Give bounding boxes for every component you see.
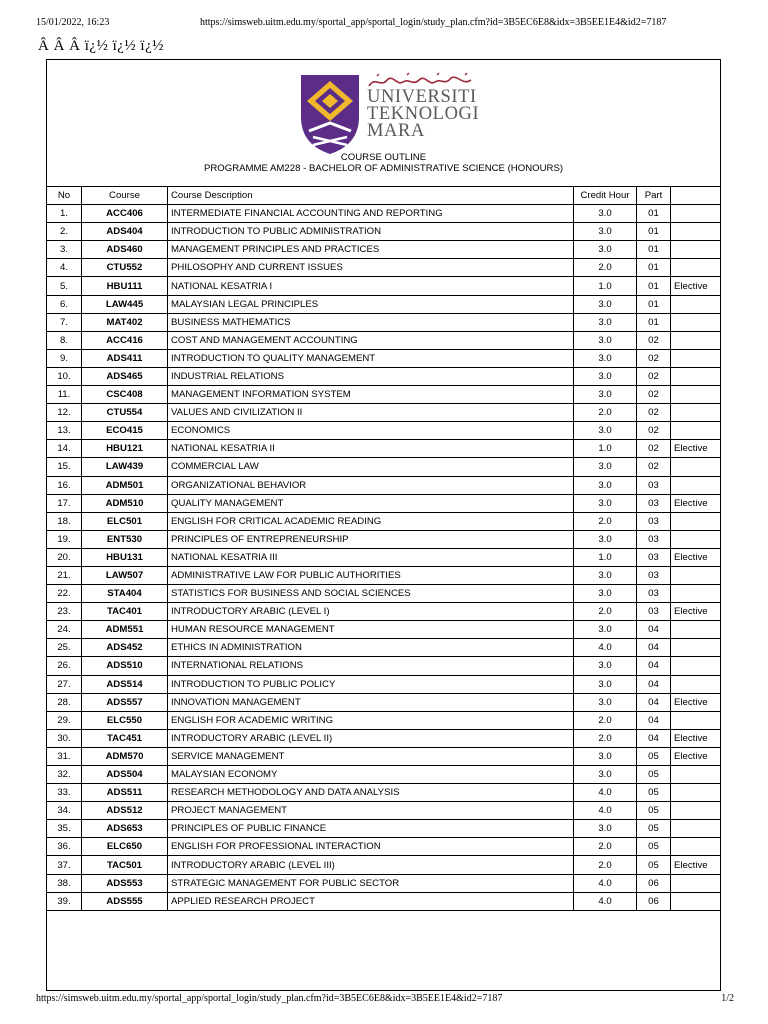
course-code: LAW445: [82, 295, 168, 313]
col-no: No: [47, 187, 82, 205]
table-row: [47, 313, 722, 331]
part-number: 02: [637, 422, 671, 440]
row-number: 2.: [47, 223, 82, 241]
course-description: VALUES AND CIVILIZATION II: [168, 404, 574, 422]
elective-note: [671, 766, 722, 784]
table-row: [47, 585, 722, 603]
course-description: PRINCIPLES OF ENTREPRENEURSHIP: [168, 530, 574, 548]
part-number: 03: [637, 566, 671, 584]
row-number: 11.: [47, 386, 82, 404]
row-number: 1.: [47, 205, 82, 223]
part-number: 04: [637, 729, 671, 747]
part-number: 01: [637, 223, 671, 241]
course-description: ENGLISH FOR CRITICAL ACADEMIC READING: [168, 512, 574, 530]
table-row: [47, 639, 722, 657]
elective-note: [671, 386, 722, 404]
row-number: 23.: [47, 603, 82, 621]
elective-note: [671, 205, 722, 223]
table-row: [47, 729, 722, 747]
elective-note: Elective: [671, 494, 722, 512]
credit-hour: 2.0: [574, 856, 637, 874]
elective-note: [671, 838, 722, 856]
row-number: 29.: [47, 711, 82, 729]
credit-hour: 2.0: [574, 259, 637, 277]
row-number: 4.: [47, 259, 82, 277]
course-code: LAW507: [82, 566, 168, 584]
course-code: MAT402: [82, 313, 168, 331]
print-datetime: 15/01/2022, 16:23: [36, 17, 110, 28]
table-row: [47, 802, 722, 820]
row-number: 31.: [47, 747, 82, 765]
course-description: INTRODUCTORY ARABIC (LEVEL III): [168, 856, 574, 874]
part-number: 02: [637, 404, 671, 422]
course-code: ELC550: [82, 711, 168, 729]
course-description: INTRODUCTORY ARABIC (LEVEL II): [168, 729, 574, 747]
row-number: 27.: [47, 675, 82, 693]
credit-hour: 3.0: [574, 295, 637, 313]
row-number: 6.: [47, 295, 82, 313]
table-row: [47, 349, 722, 367]
table-row: [47, 241, 722, 259]
col-credit-hour: Credit Hour: [574, 187, 637, 205]
course-description: ENGLISH FOR ACADEMIC WRITING: [168, 711, 574, 729]
table-row: [47, 766, 722, 784]
outline-title: COURSE OUTLINE: [340, 152, 427, 163]
table-row: [47, 621, 722, 639]
table-row: [47, 458, 722, 476]
course-description: INNOVATION MANAGEMENT: [168, 693, 574, 711]
table-row: [47, 874, 722, 892]
credit-hour: 3.0: [574, 205, 637, 223]
elective-note: [671, 802, 722, 820]
credit-hour: 3.0: [574, 747, 637, 765]
course-code: ADM501: [82, 476, 168, 494]
elective-note: [671, 512, 722, 530]
table-row: [47, 784, 722, 802]
course-code: ELC501: [82, 512, 168, 530]
row-number: 33.: [47, 784, 82, 802]
part-number: 04: [637, 693, 671, 711]
course-code: ADS510: [82, 657, 168, 675]
elective-note: Elective: [671, 747, 722, 765]
elective-note: [671, 621, 722, 639]
elective-note: [671, 657, 722, 675]
part-number: 02: [637, 440, 671, 458]
col-note: [671, 187, 722, 205]
course-code: CTU554: [82, 404, 168, 422]
part-number: 04: [637, 621, 671, 639]
university-name-line2: TEKNOLOGI: [367, 104, 480, 124]
part-number: 05: [637, 820, 671, 838]
elective-note: [671, 422, 722, 440]
credit-hour: 2.0: [574, 512, 637, 530]
course-code: ADS514: [82, 675, 168, 693]
part-number: 02: [637, 458, 671, 476]
course-code: ACC416: [82, 331, 168, 349]
part-number: 06: [637, 874, 671, 892]
table-row: [47, 711, 722, 729]
row-number: 14.: [47, 440, 82, 458]
row-number: 24.: [47, 621, 82, 639]
part-number: 02: [637, 331, 671, 349]
credit-hour: 2.0: [574, 404, 637, 422]
course-code: ACC406: [82, 205, 168, 223]
course-description: INTERMEDIATE FINANCIAL ACCOUNTING AND REPORTING: [168, 205, 574, 223]
course-code: LAW439: [82, 458, 168, 476]
row-number: 17.: [47, 494, 82, 512]
course-code: ADS460: [82, 241, 168, 259]
credit-hour: 3.0: [574, 530, 637, 548]
table-row: [47, 838, 722, 856]
credit-hour: 3.0: [574, 367, 637, 385]
row-number: 12.: [47, 404, 82, 422]
course-code: STA404: [82, 585, 168, 603]
row-number: 5.: [47, 277, 82, 295]
course-code: TAC451: [82, 729, 168, 747]
course-table: [46, 186, 721, 911]
part-number: 05: [637, 766, 671, 784]
part-number: 03: [637, 585, 671, 603]
elective-note: [671, 675, 722, 693]
table-row: [47, 512, 722, 530]
part-number: 03: [637, 603, 671, 621]
row-number: 36.: [47, 838, 82, 856]
row-number: 19.: [47, 530, 82, 548]
part-number: 04: [637, 657, 671, 675]
elective-note: [671, 313, 722, 331]
part-number: 06: [637, 892, 671, 910]
table-row: [47, 657, 722, 675]
row-number: 32.: [47, 766, 82, 784]
elective-note: [671, 295, 722, 313]
table-row: [47, 404, 722, 422]
part-number: 05: [637, 802, 671, 820]
credit-hour: 4.0: [574, 874, 637, 892]
course-code: ADS452: [82, 639, 168, 657]
credit-hour: 3.0: [574, 349, 637, 367]
credit-hour: 3.0: [574, 476, 637, 494]
course-description: ADMINISTRATIVE LAW FOR PUBLIC AUTHORITIES: [168, 566, 574, 584]
course-code: ADS404: [82, 223, 168, 241]
credit-hour: 3.0: [574, 241, 637, 259]
credit-hour: 3.0: [574, 621, 637, 639]
credit-hour: 1.0: [574, 277, 637, 295]
course-description: BUSINESS MATHEMATICS: [168, 313, 574, 331]
course-description: INTRODUCTION TO PUBLIC POLICY: [168, 675, 574, 693]
part-number: 04: [637, 675, 671, 693]
footer-url: https://simsweb.uitm.edu.my/sportal_app/sportal_login/study_plan.cfm?id=3B5EC6E8&idx=3B5EE1E4&id2=7187: [36, 993, 503, 1004]
elective-note: [671, 530, 722, 548]
course-code: TAC401: [82, 603, 168, 621]
row-number: 39.: [47, 892, 82, 910]
elective-note: Elective: [671, 548, 722, 566]
elective-note: [671, 331, 722, 349]
table-row: [47, 820, 722, 838]
credit-hour: 3.0: [574, 657, 637, 675]
col-course: Course: [82, 187, 168, 205]
course-code: ADS465: [82, 367, 168, 385]
elective-note: [671, 458, 722, 476]
elective-note: [671, 566, 722, 584]
table-row: [47, 440, 722, 458]
course-code: ADM551: [82, 621, 168, 639]
elective-note: Elective: [671, 856, 722, 874]
course-code: ADS553: [82, 874, 168, 892]
course-description: MALAYSIAN LEGAL PRINCIPLES: [168, 295, 574, 313]
elective-note: Elective: [671, 440, 722, 458]
course-code: ADM510: [82, 494, 168, 512]
part-number: 03: [637, 476, 671, 494]
table-header-row: [47, 187, 722, 205]
course-code: CSC408: [82, 386, 168, 404]
part-number: 05: [637, 747, 671, 765]
row-number: 28.: [47, 693, 82, 711]
part-number: 01: [637, 313, 671, 331]
part-number: 01: [637, 259, 671, 277]
course-description: STRATEGIC MANAGEMENT FOR PUBLIC SECTOR: [168, 874, 574, 892]
table-row: [47, 892, 722, 910]
course-description: APPLIED RESEARCH PROJECT: [168, 892, 574, 910]
programme-title: PROGRAMME AM228 - BACHELOR OF ADMINISTRATIVE SCIENCE (HONOURS): [203, 163, 564, 174]
course-description: HUMAN RESOURCE MANAGEMENT: [168, 621, 574, 639]
table-row: [47, 494, 722, 512]
elective-note: [671, 404, 722, 422]
row-number: 7.: [47, 313, 82, 331]
elective-note: [671, 874, 722, 892]
col-description: Course Description: [168, 187, 574, 205]
row-number: 8.: [47, 331, 82, 349]
part-number: 01: [637, 295, 671, 313]
credit-hour: 4.0: [574, 802, 637, 820]
credit-hour: 3.0: [574, 313, 637, 331]
course-code: ENT530: [82, 530, 168, 548]
university-name-line3: MARA: [367, 121, 425, 141]
credit-hour: 3.0: [574, 766, 637, 784]
credit-hour: 3.0: [574, 566, 637, 584]
col-part: Part: [637, 187, 671, 205]
row-number: 22.: [47, 585, 82, 603]
course-description: MANAGEMENT PRINCIPLES AND PRACTICES: [168, 241, 574, 259]
row-number: 3.: [47, 241, 82, 259]
table-row: [47, 422, 722, 440]
course-description: INDUSTRIAL RELATIONS: [168, 367, 574, 385]
table-row: [47, 476, 722, 494]
row-number: 9.: [47, 349, 82, 367]
elective-note: [671, 639, 722, 657]
course-description: PHILOSOPHY AND CURRENT ISSUES: [168, 259, 574, 277]
course-description: ETHICS IN ADMINISTRATION: [168, 639, 574, 657]
table-row: [47, 747, 722, 765]
row-number: 38.: [47, 874, 82, 892]
course-code: ECO415: [82, 422, 168, 440]
credit-hour: 3.0: [574, 422, 637, 440]
elective-note: [671, 349, 722, 367]
course-code: ADS555: [82, 892, 168, 910]
course-description: MALAYSIAN ECONOMY: [168, 766, 574, 784]
row-number: 18.: [47, 512, 82, 530]
elective-note: [671, 820, 722, 838]
course-description: COST AND MANAGEMENT ACCOUNTING: [168, 331, 574, 349]
course-code: ADM570: [82, 747, 168, 765]
table-row: [47, 693, 722, 711]
credit-hour: 3.0: [574, 386, 637, 404]
course-code: ADS411: [82, 349, 168, 367]
course-description: SERVICE MANAGEMENT: [168, 747, 574, 765]
row-number: 21.: [47, 566, 82, 584]
table-row: [47, 295, 722, 313]
row-number: 20.: [47, 548, 82, 566]
elective-note: [671, 585, 722, 603]
part-number: 05: [637, 838, 671, 856]
university-name: [367, 89, 479, 140]
table-row: [47, 223, 722, 241]
course-code: HBU121: [82, 440, 168, 458]
course-description: MANAGEMENT INFORMATION SYSTEM: [168, 386, 574, 404]
table-row: [47, 205, 722, 223]
elective-note: [671, 241, 722, 259]
part-number: 01: [637, 205, 671, 223]
elective-note: [671, 223, 722, 241]
course-description: PROJECT MANAGEMENT: [168, 802, 574, 820]
course-code: ELC650: [82, 838, 168, 856]
part-number: 03: [637, 548, 671, 566]
credit-hour: 2.0: [574, 711, 637, 729]
course-outline-panel: [46, 59, 721, 991]
course-description: ENGLISH FOR PROFESSIONAL INTERACTION: [168, 838, 574, 856]
course-description: INTRODUCTION TO PUBLIC ADMINISTRATION: [168, 223, 574, 241]
credit-hour: 2.0: [574, 603, 637, 621]
course-description: RESEARCH METHODOLOGY AND DATA ANALYSIS: [168, 784, 574, 802]
course-code: HBU111: [82, 277, 168, 295]
table-row: [47, 566, 722, 584]
part-number: 04: [637, 711, 671, 729]
row-number: 26.: [47, 657, 82, 675]
course-code: CTU552: [82, 259, 168, 277]
part-number: 01: [637, 277, 671, 295]
elective-note: [671, 367, 722, 385]
credit-hour: 4.0: [574, 892, 637, 910]
credit-hour: 3.0: [574, 820, 637, 838]
credit-hour: 1.0: [574, 440, 637, 458]
credit-hour: 2.0: [574, 729, 637, 747]
part-number: 05: [637, 784, 671, 802]
table-row: [47, 548, 722, 566]
table-row: [47, 386, 722, 404]
course-code: HBU131: [82, 548, 168, 566]
credit-hour: 3.0: [574, 693, 637, 711]
table-row: [47, 856, 722, 874]
part-number: 02: [637, 349, 671, 367]
course-code: ADS557: [82, 693, 168, 711]
elective-note: [671, 711, 722, 729]
table-row: [47, 331, 722, 349]
course-description: INTRODUCTORY ARABIC (LEVEL I): [168, 603, 574, 621]
course-code: ADS511: [82, 784, 168, 802]
credit-hour: 4.0: [574, 639, 637, 657]
row-number: 37.: [47, 856, 82, 874]
table-row: [47, 530, 722, 548]
course-description: INTERNATIONAL RELATIONS: [168, 657, 574, 675]
credit-hour: 3.0: [574, 223, 637, 241]
row-number: 30.: [47, 729, 82, 747]
credit-hour: 3.0: [574, 331, 637, 349]
part-number: 03: [637, 512, 671, 530]
course-description: COMMERCIAL LAW: [168, 458, 574, 476]
course-description: INTRODUCTION TO QUALITY MANAGEMENT: [168, 349, 574, 367]
row-number: 34.: [47, 802, 82, 820]
elective-note: [671, 476, 722, 494]
row-number: 10.: [47, 367, 82, 385]
table-row: [47, 259, 722, 277]
credit-hour: 3.0: [574, 494, 637, 512]
course-code: ADS653: [82, 820, 168, 838]
row-number: 25.: [47, 639, 82, 657]
print-url: https://simsweb.uitm.edu.my/sportal_app/sportal_login/study_plan.cfm?id=3B5EC6E8&idx=3B5EE1E4&id2=7187: [200, 17, 667, 28]
garbled-text: Â Â Â ï¿½ ï¿½ ï¿½: [38, 38, 164, 54]
table-row: [47, 675, 722, 693]
course-description: NATIONAL KESATRIA II: [168, 440, 574, 458]
course-description: QUALITY MANAGEMENT: [168, 494, 574, 512]
course-description: NATIONAL KESATRIA I: [168, 277, 574, 295]
credit-hour: 2.0: [574, 838, 637, 856]
part-number: 01: [637, 241, 671, 259]
credit-hour: 1.0: [574, 548, 637, 566]
part-number: 02: [637, 367, 671, 385]
course-description: ECONOMICS: [168, 422, 574, 440]
elective-note: [671, 259, 722, 277]
table-row: [47, 603, 722, 621]
elective-note: [671, 892, 722, 910]
university-name-line1: UNIVERSITI: [367, 87, 477, 107]
credit-hour: 3.0: [574, 585, 637, 603]
credit-hour: 3.0: [574, 675, 637, 693]
part-number: 03: [637, 530, 671, 548]
elective-note: Elective: [671, 729, 722, 747]
course-description: NATIONAL KESATRIA III: [168, 548, 574, 566]
course-description: PRINCIPLES OF PUBLIC FINANCE: [168, 820, 574, 838]
course-code: TAC501: [82, 856, 168, 874]
elective-note: Elective: [671, 693, 722, 711]
course-description: ORGANIZATIONAL BEHAVIOR: [168, 476, 574, 494]
elective-note: Elective: [671, 603, 722, 621]
part-number: 03: [637, 494, 671, 512]
row-number: 16.: [47, 476, 82, 494]
part-number: 05: [637, 856, 671, 874]
elective-note: Elective: [671, 277, 722, 295]
elective-note: [671, 784, 722, 802]
part-number: 02: [637, 386, 671, 404]
part-number: 04: [637, 639, 671, 657]
row-number: 13.: [47, 422, 82, 440]
page-number: 1/2: [721, 993, 734, 1004]
table-row: [47, 367, 722, 385]
row-number: 15.: [47, 458, 82, 476]
row-number: 35.: [47, 820, 82, 838]
course-description: STATISTICS FOR BUSINESS AND SOCIAL SCIENCES: [168, 585, 574, 603]
table-row: [47, 277, 722, 295]
credit-hour: 3.0: [574, 458, 637, 476]
course-code: ADS504: [82, 766, 168, 784]
credit-hour: 4.0: [574, 784, 637, 802]
course-code: ADS512: [82, 802, 168, 820]
